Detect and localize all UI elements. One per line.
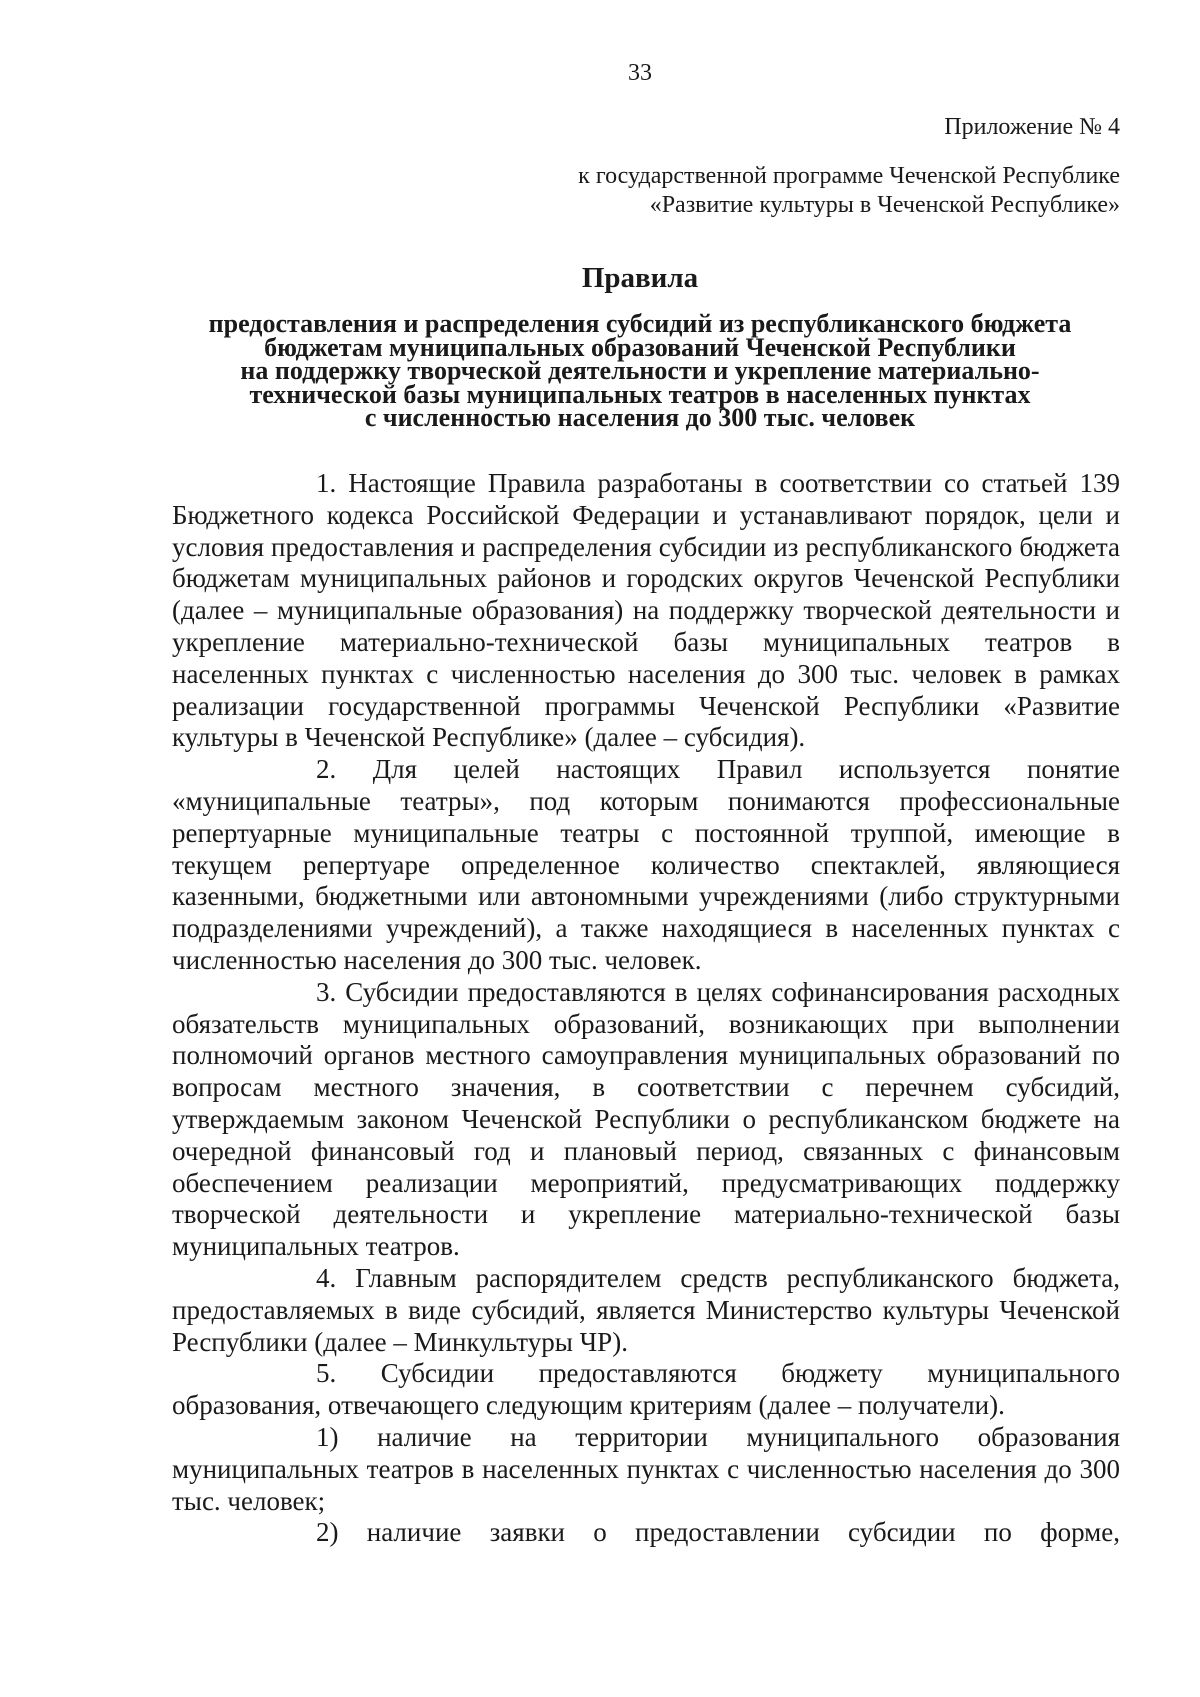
criterion-1: [172, 1422, 1120, 1517]
paragraph-text: Главным распорядителем средств республиканского бюджета, предоставляемых в виде субсидий, является Министерство культуры Чеченской Республики (далее – Минкультуры ЧР).: [172, 1262, 1121, 1357]
appendix-header: [578, 113, 1120, 220]
title-line-2: бюджетам муниципальных образований Чеченской Республики: [264, 332, 1016, 362]
appendix-line-1: к государственной программе Чеченской Республике: [578, 163, 1120, 189]
paragraph-number: 3.: [316, 976, 337, 1007]
page-number: 33: [628, 60, 652, 86]
criterion-number: 1): [316, 1421, 339, 1452]
appendix-label: Приложение № 4: [944, 114, 1120, 140]
paragraph-number: 1.: [316, 468, 337, 498]
paragraph-2: [172, 754, 1120, 977]
paragraph-text: Субсидии предоставляются бюджету муниципального образования, отвечающего следующим критериям (далее – получатели).: [172, 1358, 1120, 1421]
criterion-text: наличие на территории муниципального образования муниципальных театров в населенных пунктах с численностью населения до 300 тыс. человек;: [172, 1421, 1121, 1516]
paragraph-text: Настоящие Правила разработаны в соответствии со статьей 139 Бюджетного кодекса Российской Федерации и устанавливают порядок, цели и условия предоставления и распределения субсидии из республиканского бюджета бюджетам муниципальных районов и городских округов Чеченской Республики (далее – муниципальные образования) на поддержку творческой деятельности и укрепление материально-технической базы муниципальных театров в населенных пунктах с численностью населения до 300 тыс. человек в рамках реализации государственной программы Чеченской Республики «Развитие культуры в Чеченской Республике» (далее – субсидия).: [172, 468, 1120, 753]
title-line-1: предоставления и распределения субсидий из республиканского бюджета: [208, 309, 1072, 338]
title-line-4: технической базы муниципальных театров в населенных пунктах: [249, 379, 1031, 409]
appendix-line-2: «Развитие культуры в Чеченской Республике»: [649, 192, 1120, 218]
paragraph-text: Субсидии предоставляются в целях софинансирования расходных обязательств муниципальных образований, возникающих при выполнении полномочий органов местного самоуправления муниципальных образований по вопросам местного значения, в соответствии с перечнем субсидий, утверждаемым законом Чеченской Республики о республиканском бюджете на очередной финансовый год и плановый период, связанных с финансовым обеспечением реализации мероприятий, предусматривающих поддержку творческой деятельности и укрепление материально-технической базы муниципальных театров.: [172, 976, 1120, 1262]
paragraph-4: [172, 1263, 1120, 1358]
document-body: [172, 468, 1120, 1549]
title-line-3: на поддержку творческой деятельности и укрепление материально-: [240, 356, 1040, 385]
document-title: [160, 260, 1120, 430]
paragraph-number: 4.: [316, 1262, 337, 1293]
paragraph-number: 5.: [316, 1358, 337, 1389]
paragraph-5: [172, 1358, 1120, 1422]
paragraph-text: Для целей настоящих Правил используется понятие «муниципальные театры», под которым понимаются профессиональные репертуарные муниципальные театры с постоянной труппой, имеющие в текущем репертуаре определенное количество спектаклей, являющиеся казенными, бюджетными или автономными учреждениями (либо структурными подразделениями учреждений), а также находящиеся в населенных пунктах с численностью населения до 300 тыс. человек.: [172, 754, 1120, 975]
paragraph-1: [172, 468, 1120, 754]
paragraph-3: [172, 977, 1120, 1263]
criterion-2: [172, 1517, 1120, 1549]
paragraph-number: 2.: [316, 754, 337, 785]
title-main: Правила: [581, 262, 699, 294]
criterion-text: наличие заявки о предоставлении субсидии по форме,: [366, 1517, 1120, 1548]
criterion-number: 2): [316, 1517, 339, 1548]
title-line-5: с численностью населения до 300 тыс. человек: [364, 403, 916, 432]
